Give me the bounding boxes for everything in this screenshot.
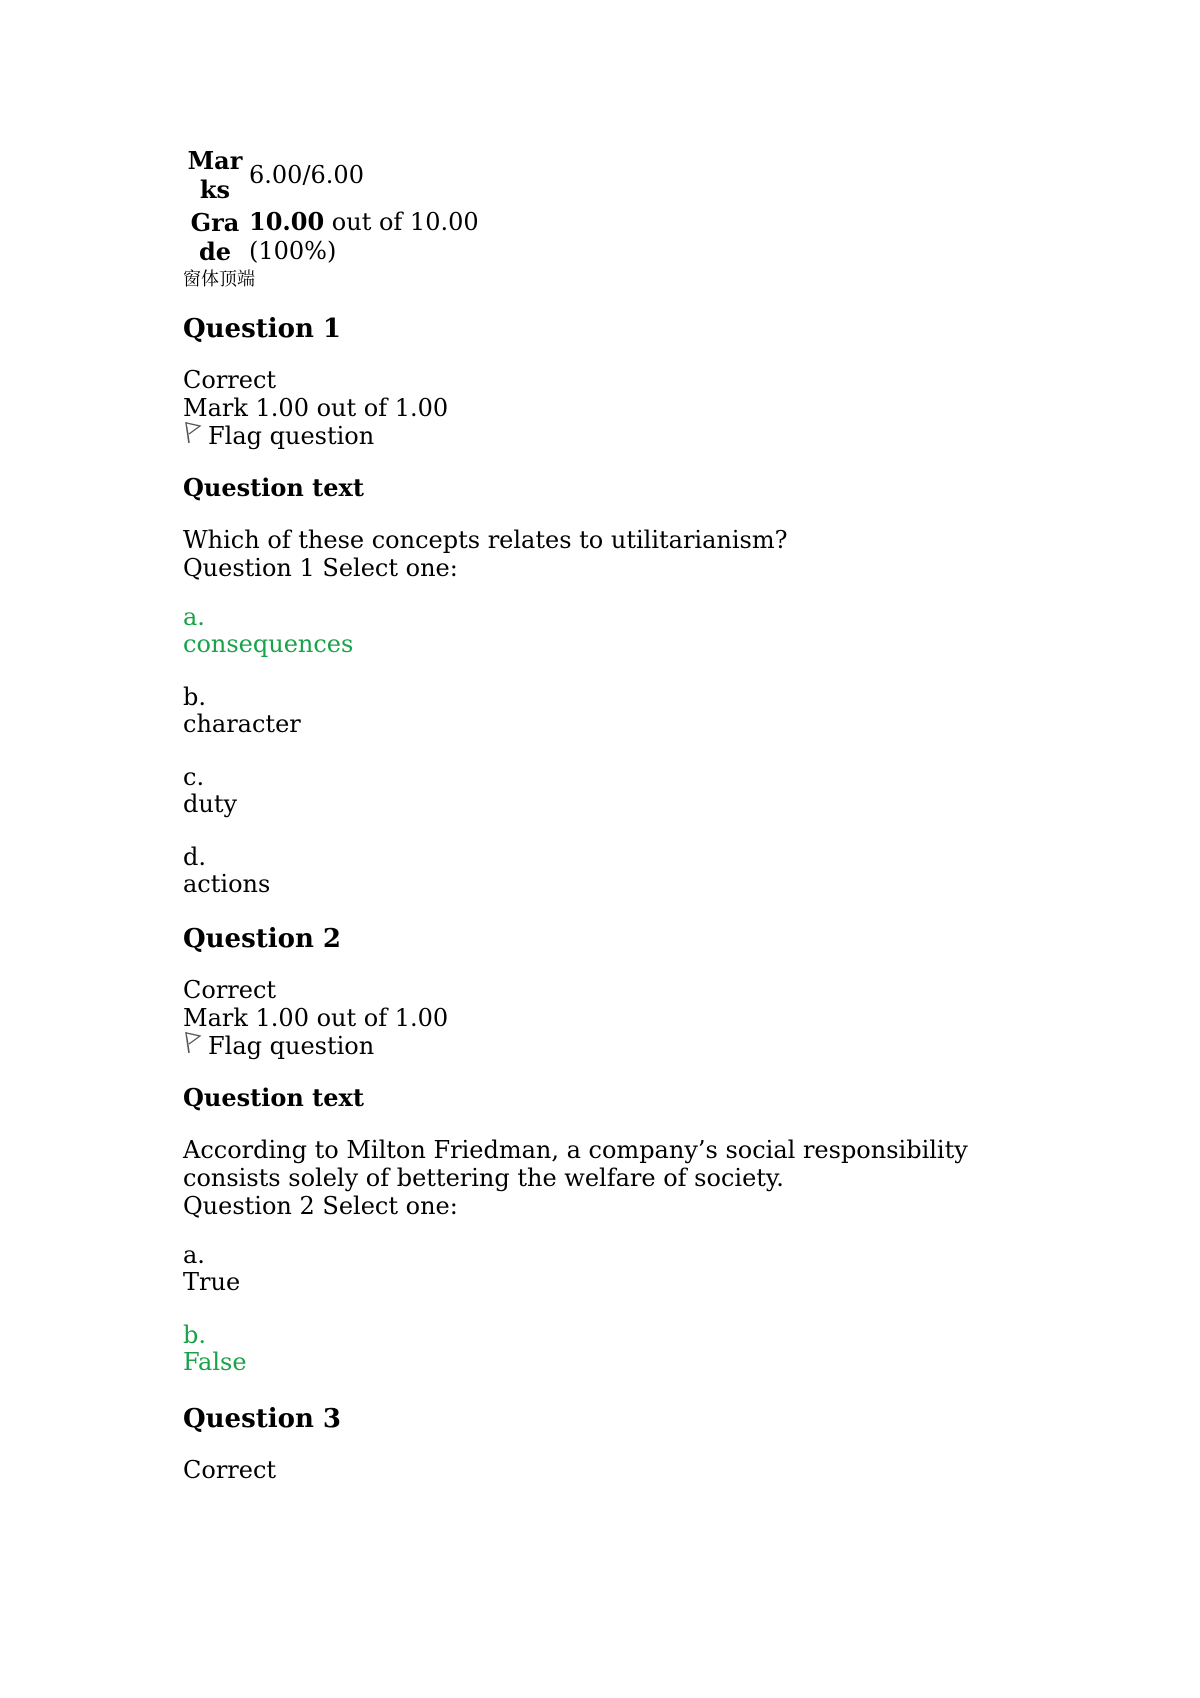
answer-option-b[interactable] <box>183 684 1143 738</box>
grade-label: Grade <box>190 207 240 266</box>
grade-percent: (100%) <box>249 237 337 265</box>
answer-option-b[interactable] <box>183 1322 1143 1376</box>
question-prompt: Question 2 Select one: <box>183 1192 458 1220</box>
flag-icon <box>183 420 205 444</box>
option-text: False <box>183 1348 247 1376</box>
marks-row <box>187 146 479 204</box>
quiz-review-page <box>183 146 1143 1484</box>
question-status: Correct <box>183 976 277 1004</box>
flag-question-label: Flag question <box>208 1032 375 1060</box>
grade-rest: out of 10.00 <box>324 208 479 236</box>
marks-value: 6.00/6.00 <box>249 160 364 189</box>
option-letter: a. <box>183 603 205 631</box>
option-text: actions <box>183 870 271 898</box>
flag-question-toggle[interactable] <box>183 1032 1143 1060</box>
question-text-heading: Question text <box>183 1083 364 1112</box>
question-3 <box>183 1402 1143 1484</box>
answer-option-d[interactable] <box>183 844 1143 898</box>
answer-option-a[interactable] <box>183 1242 1143 1296</box>
option-letter: b. <box>183 683 206 711</box>
option-letter: c. <box>183 763 205 791</box>
question-text-line-1: According to Milton Friedman, a company’s social responsibility <box>183 1136 968 1164</box>
option-letter: a. <box>183 1241 205 1269</box>
flag-question-label: Flag question <box>208 422 375 450</box>
flag-icon <box>183 1030 205 1054</box>
question-1 <box>183 312 1143 898</box>
option-text: duty <box>183 790 238 818</box>
question-text-line-2: consists solely of bettering the welfare of society. <box>183 1164 784 1192</box>
option-letter: d. <box>183 843 206 871</box>
option-text: character <box>183 710 301 738</box>
form-top-label: 窗体顶端 <box>183 269 255 290</box>
question-text-heading: Question text <box>183 473 364 502</box>
question-title: Question 1 <box>183 314 342 344</box>
flag-question-toggle[interactable] <box>183 422 1143 450</box>
option-letter: b. <box>183 1321 206 1349</box>
question-title: Question 2 <box>183 924 342 954</box>
question-title: Question 3 <box>183 1404 342 1434</box>
question-prompt: Question 1 Select one: <box>183 554 458 582</box>
answer-option-c[interactable] <box>183 764 1143 818</box>
attempt-summary-table <box>187 146 479 266</box>
answer-option-a[interactable] <box>183 604 1143 658</box>
question-text: Which of these concepts relates to utilitarianism? <box>183 526 788 554</box>
question-status: Correct <box>183 1456 277 1484</box>
marks-label: Marks <box>187 146 243 204</box>
option-text: True <box>183 1268 241 1296</box>
grade-value <box>249 204 479 266</box>
grade-bold: 10.00 <box>249 207 325 236</box>
question-2 <box>183 922 1143 1376</box>
question-mark: Mark 1.00 out of 1.00 <box>183 394 449 422</box>
grade-row <box>187 204 479 266</box>
question-status: Correct <box>183 366 277 394</box>
question-mark: Mark 1.00 out of 1.00 <box>183 1004 449 1032</box>
option-text: consequences <box>183 630 354 658</box>
